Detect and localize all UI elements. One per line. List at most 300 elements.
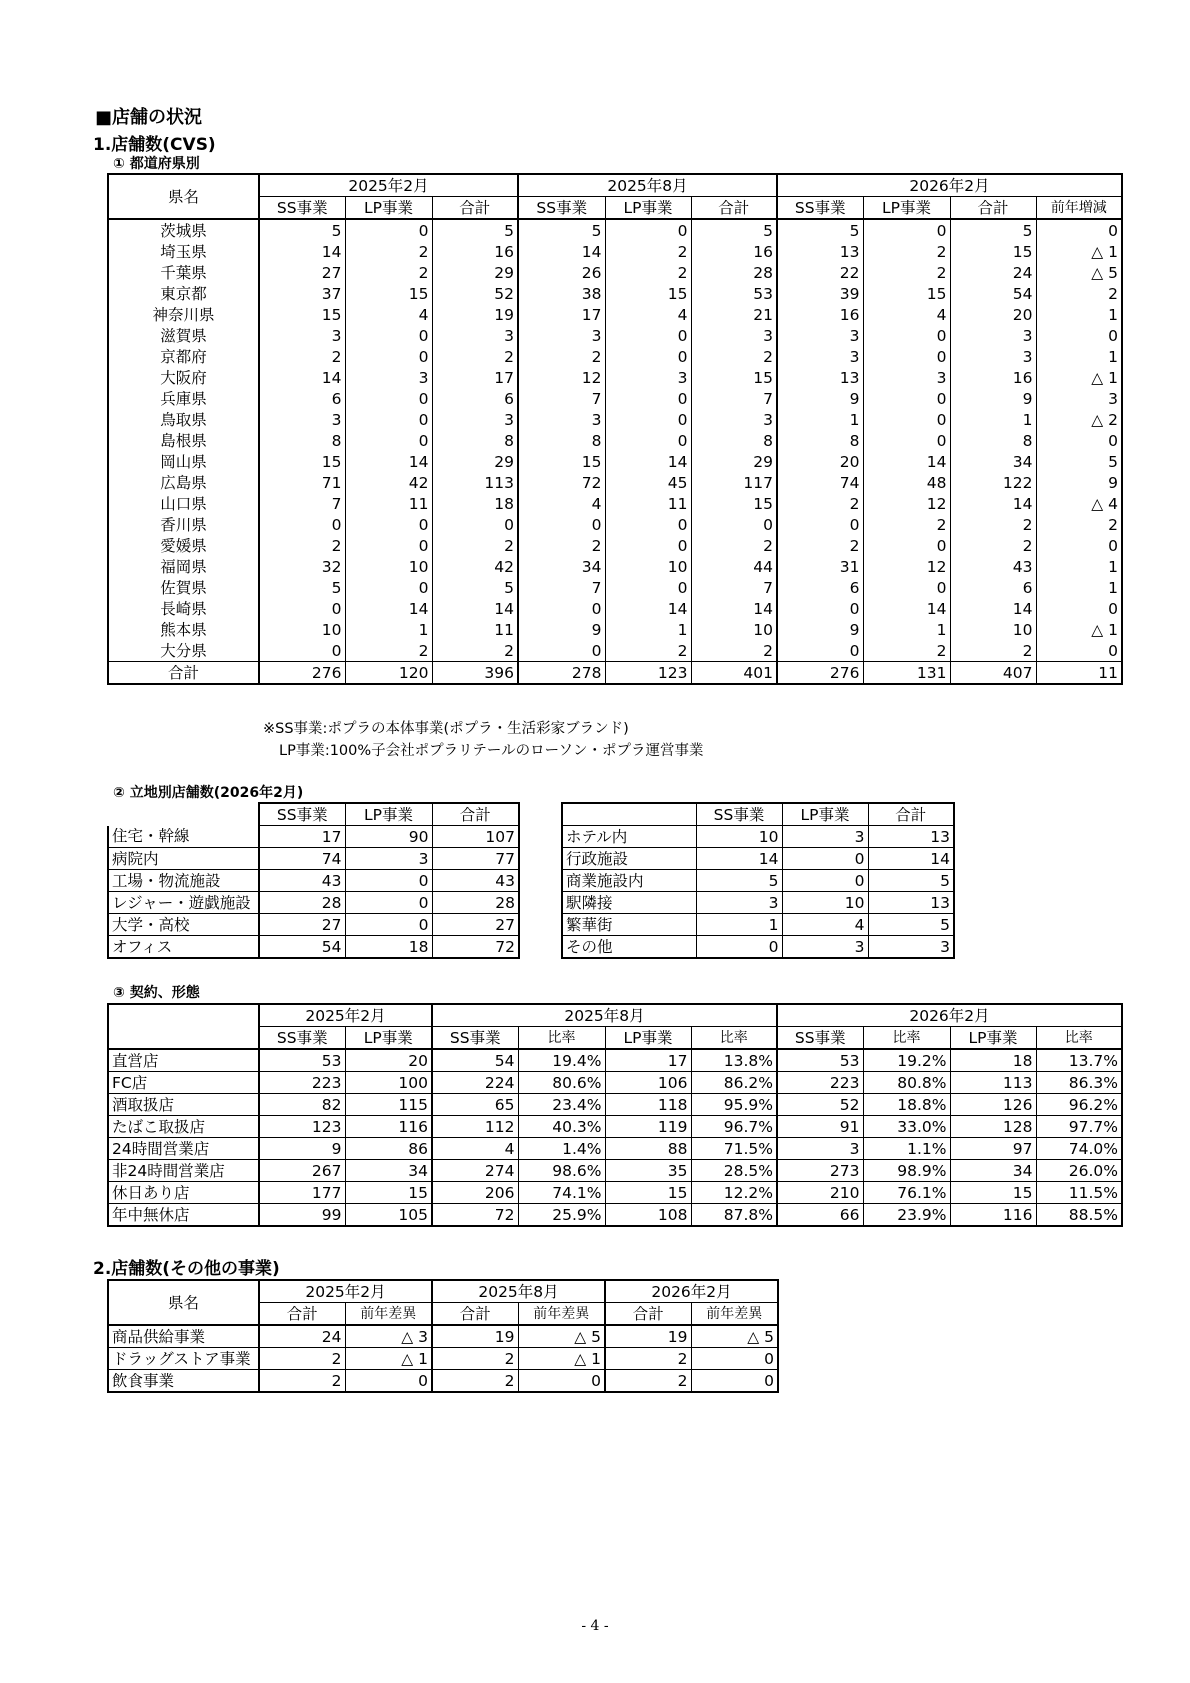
row-label: オフィス xyxy=(108,936,259,959)
cell-value: 26.0% xyxy=(1036,1160,1122,1182)
cell-value: 74.0% xyxy=(1036,1138,1122,1160)
cell-value: 15 xyxy=(518,451,605,472)
cell-value: 74 xyxy=(259,848,345,870)
cell-value: 17 xyxy=(432,367,518,388)
cell-value: 34 xyxy=(950,1160,1036,1182)
table-row xyxy=(108,430,1122,451)
cell-value: 0 xyxy=(863,430,950,451)
cell-value: 0 xyxy=(259,640,345,662)
row-label: 病院内 xyxy=(108,848,259,870)
table-row xyxy=(108,1049,1122,1072)
cell-value: 53 xyxy=(259,1049,345,1072)
cell-value: △ 5 xyxy=(518,1325,605,1348)
cell-value: 29 xyxy=(432,262,518,283)
table-row xyxy=(108,262,1122,283)
location-table-right xyxy=(561,802,955,959)
cell-value: 210 xyxy=(777,1182,863,1204)
cell-value: 0 xyxy=(345,388,432,409)
cell-value: 0 xyxy=(605,219,691,241)
sub1-title: ① 都道府県別 xyxy=(113,156,200,172)
table-row xyxy=(108,493,1122,514)
row-label: 大阪府 xyxy=(108,367,259,388)
cell-value: 5 xyxy=(432,577,518,598)
cell-value: 0 xyxy=(605,346,691,367)
cell-value: 7 xyxy=(259,493,345,514)
cell-value: 177 xyxy=(259,1182,345,1204)
cell-value: △ 2 xyxy=(1036,409,1122,430)
section1-title: 1.店舗数(CVS) xyxy=(93,135,216,155)
cell-value: 86.3% xyxy=(1036,1072,1122,1094)
sub3-title: ③ 契約、形態 xyxy=(113,985,200,1001)
cell-value: 0 xyxy=(782,848,868,870)
table-row xyxy=(108,535,1122,556)
cell-value: 0 xyxy=(777,514,863,535)
row-label: 飲食事業 xyxy=(108,1370,259,1393)
cell-value: 87.8% xyxy=(691,1204,777,1227)
cell-value: 0 xyxy=(605,577,691,598)
cell-value: 14 xyxy=(868,848,954,870)
contract-table xyxy=(107,1003,1123,1227)
cell-value: 2 xyxy=(259,535,345,556)
table-row xyxy=(108,472,1122,493)
cell-value: 112 xyxy=(432,1116,518,1138)
cell-value: 88.5% xyxy=(1036,1204,1122,1227)
cell-value: 0 xyxy=(1036,219,1122,241)
sub2-title: ② 立地別店舗数(2026年2月) xyxy=(113,785,304,801)
cell-value: 3 xyxy=(605,367,691,388)
cell-value: 407 xyxy=(950,662,1036,685)
cell-value: 13 xyxy=(868,892,954,914)
cell-value: 100 xyxy=(345,1072,432,1094)
table-row xyxy=(562,914,954,936)
cell-value: 52 xyxy=(777,1094,863,1116)
cell-value: 8 xyxy=(432,430,518,451)
cell-value: 15 xyxy=(691,493,777,514)
cell-value: 14 xyxy=(345,598,432,619)
row-label: 商品供給事業 xyxy=(108,1325,259,1348)
cell-value: 206 xyxy=(432,1182,518,1204)
table-row xyxy=(108,914,519,936)
cell-value: 65 xyxy=(432,1094,518,1116)
cell-value: 14 xyxy=(950,493,1036,514)
cell-value: 2 xyxy=(432,535,518,556)
cell-value: 11.5% xyxy=(1036,1182,1122,1204)
cell-value: 28 xyxy=(691,262,777,283)
row-label: 休日あり店 xyxy=(108,1182,259,1204)
cell-value: 1 xyxy=(1036,346,1122,367)
note-ss: ※SS事業:ポプラの本体事業(ポプラ・生活彩家ブランド) xyxy=(263,721,629,737)
col-header: 比率 xyxy=(691,1027,777,1050)
cell-value: 15 xyxy=(345,1182,432,1204)
cell-value: 2 xyxy=(605,1348,691,1370)
cell-value: 0 xyxy=(518,640,605,662)
cell-value: 5 xyxy=(777,219,863,241)
cell-value: 123 xyxy=(259,1116,345,1138)
cell-value: 0 xyxy=(345,346,432,367)
cell-value: 3 xyxy=(1036,388,1122,409)
cell-value: 54 xyxy=(432,1049,518,1072)
cell-value: 39 xyxy=(777,283,863,304)
cell-value: 7 xyxy=(691,577,777,598)
cell-value: 2 xyxy=(950,514,1036,535)
cell-value: 0 xyxy=(259,598,345,619)
cell-value: 13.8% xyxy=(691,1049,777,1072)
row-label: 住宅・幹線 xyxy=(108,826,259,848)
cell-value: 0 xyxy=(1036,535,1122,556)
table-row xyxy=(108,283,1122,304)
cell-value: 2 xyxy=(863,640,950,662)
row-label: 非24時間営業店 xyxy=(108,1160,259,1182)
cell-value: 14 xyxy=(950,598,1036,619)
col-header: 前年差異 xyxy=(691,1303,778,1326)
cell-value: 0 xyxy=(1036,430,1122,451)
cell-value: 28.5% xyxy=(691,1160,777,1182)
section2-title: 2.店舗数(その他の事業) xyxy=(93,1259,280,1279)
cell-value: 0 xyxy=(518,514,605,535)
row-label: FC店 xyxy=(108,1072,259,1094)
cell-value: 2 xyxy=(518,535,605,556)
cell-value: 2 xyxy=(605,640,691,662)
row-label: 愛媛県 xyxy=(108,535,259,556)
cell-value: 0 xyxy=(345,870,432,892)
cell-value: 3 xyxy=(518,409,605,430)
table-row xyxy=(108,1094,1122,1116)
cell-value: 5 xyxy=(259,577,345,598)
cell-value: 9 xyxy=(1036,472,1122,493)
period-header: 2025年8月 xyxy=(432,1280,605,1303)
table-row xyxy=(108,1348,778,1370)
cell-value: 71.5% xyxy=(691,1138,777,1160)
cell-value: 0 xyxy=(863,388,950,409)
col-header: SS事業 xyxy=(432,1027,518,1050)
cell-value: 9 xyxy=(777,388,863,409)
table-row xyxy=(108,619,1122,640)
cell-value: 0 xyxy=(345,514,432,535)
cell-value: 24 xyxy=(259,1325,345,1348)
cell-value: 1.1% xyxy=(863,1138,950,1160)
cell-value: 396 xyxy=(432,662,518,685)
cell-value: 1 xyxy=(605,619,691,640)
location-table-left xyxy=(107,802,520,959)
period-header: 2026年2月 xyxy=(777,174,1122,197)
cell-value: 3 xyxy=(345,848,432,870)
row-label: 広島県 xyxy=(108,472,259,493)
table-row xyxy=(108,1116,1122,1138)
cell-value: 48 xyxy=(863,472,950,493)
cell-value: 276 xyxy=(777,662,863,685)
row-label: 酒取扱店 xyxy=(108,1094,259,1116)
cell-value: 2 xyxy=(863,262,950,283)
col-header: 合計 xyxy=(691,197,777,220)
cell-value: 29 xyxy=(432,451,518,472)
cell-value: 117 xyxy=(691,472,777,493)
cell-value: △ 1 xyxy=(1036,367,1122,388)
cell-value: 3 xyxy=(518,325,605,346)
cell-value: 32 xyxy=(259,556,345,577)
cell-value: 5 xyxy=(691,219,777,241)
cell-value: 15 xyxy=(950,1182,1036,1204)
table-row xyxy=(108,346,1122,367)
cell-value: 20 xyxy=(950,304,1036,325)
period-header: 2026年2月 xyxy=(777,1004,1122,1027)
cell-value: 116 xyxy=(345,1116,432,1138)
cell-value: 8 xyxy=(259,430,345,451)
row-label: ドラッグストア事業 xyxy=(108,1348,259,1370)
cell-value: 2 xyxy=(432,1370,518,1393)
cell-value: 1 xyxy=(863,619,950,640)
row-label: 工場・物流施設 xyxy=(108,870,259,892)
row-label: 千葉県 xyxy=(108,262,259,283)
cell-value: 14 xyxy=(605,451,691,472)
table-row xyxy=(108,1370,778,1393)
row-label: 直営店 xyxy=(108,1049,259,1072)
cell-value: 2 xyxy=(1036,283,1122,304)
cell-value: 77 xyxy=(432,848,519,870)
cell-value: 19 xyxy=(432,1325,518,1348)
table-row xyxy=(108,640,1122,662)
table-row xyxy=(108,1182,1122,1204)
cell-value: 43 xyxy=(432,870,519,892)
cell-value: 23.4% xyxy=(518,1094,605,1116)
cell-value: 15 xyxy=(259,304,345,325)
cell-value: 45 xyxy=(605,472,691,493)
cell-value: 131 xyxy=(863,662,950,685)
cell-value: 0 xyxy=(1036,325,1122,346)
cell-value: 3 xyxy=(696,892,782,914)
cell-value: 1 xyxy=(696,914,782,936)
cell-value: 35 xyxy=(605,1160,691,1182)
cell-value: 5 xyxy=(432,219,518,241)
row-label: 京都府 xyxy=(108,346,259,367)
cell-value: 0 xyxy=(345,325,432,346)
cell-value: 5 xyxy=(868,870,954,892)
cell-value: 13 xyxy=(777,367,863,388)
cell-value: 34 xyxy=(518,556,605,577)
cell-value: 7 xyxy=(691,388,777,409)
cell-value: 12.2% xyxy=(691,1182,777,1204)
cell-value: 3 xyxy=(868,936,954,959)
table-row xyxy=(108,892,519,914)
period-header: 2026年2月 xyxy=(605,1280,778,1303)
cell-value: 7 xyxy=(518,388,605,409)
cell-value: 52 xyxy=(432,283,518,304)
table-row xyxy=(108,241,1122,262)
cell-value: 54 xyxy=(259,936,345,959)
row-label: 合計 xyxy=(108,662,259,685)
cell-value: 14 xyxy=(432,598,518,619)
cell-value: 123 xyxy=(605,662,691,685)
cell-value: 0 xyxy=(1036,598,1122,619)
table-row xyxy=(108,598,1122,619)
cell-value: 273 xyxy=(777,1160,863,1182)
cell-value: 0 xyxy=(696,936,782,959)
cell-value: △ 1 xyxy=(518,1348,605,1370)
row-label: 年中無休店 xyxy=(108,1204,259,1227)
cell-value: 28 xyxy=(259,892,345,914)
cell-value: 1 xyxy=(950,409,1036,430)
cell-value: 80.6% xyxy=(518,1072,605,1094)
col-header: SS事業 xyxy=(259,197,345,220)
cell-value: 2 xyxy=(432,1348,518,1370)
cell-value: 108 xyxy=(605,1204,691,1227)
cell-value: 20 xyxy=(345,1049,432,1072)
col-header: 前年差異 xyxy=(518,1303,605,1326)
cell-value: 3 xyxy=(782,936,868,959)
cell-value: 12 xyxy=(518,367,605,388)
pref-header: 県名 xyxy=(108,1280,259,1325)
table-row xyxy=(108,219,1122,241)
cell-value: 37 xyxy=(259,283,345,304)
table-row xyxy=(108,1072,1122,1094)
cell-value: 0 xyxy=(259,514,345,535)
cell-value: 120 xyxy=(345,662,432,685)
cell-value: 88 xyxy=(605,1138,691,1160)
cell-value: 1 xyxy=(345,619,432,640)
cell-value: 31 xyxy=(777,556,863,577)
cell-value: 0 xyxy=(518,1370,605,1393)
cell-value: 2 xyxy=(605,1370,691,1393)
cell-value: 0 xyxy=(605,514,691,535)
cell-value: 22 xyxy=(777,262,863,283)
cell-value: 3 xyxy=(777,346,863,367)
cell-value: 28 xyxy=(432,892,519,914)
cell-value: 1 xyxy=(1036,556,1122,577)
cell-value: 15 xyxy=(950,241,1036,262)
cell-value: 10 xyxy=(696,826,782,848)
row-label: 東京都 xyxy=(108,283,259,304)
page-heading: ■店舗の状況 xyxy=(95,107,203,128)
col-header: LP事業 xyxy=(605,197,691,220)
cell-value: 9 xyxy=(950,388,1036,409)
cell-value: 10 xyxy=(691,619,777,640)
table-row xyxy=(108,1138,1122,1160)
cell-value: 14 xyxy=(259,367,345,388)
cell-value: 98.6% xyxy=(518,1160,605,1182)
cell-value: 14 xyxy=(605,598,691,619)
table-row xyxy=(108,662,1122,685)
cell-value: 5 xyxy=(518,219,605,241)
table-row xyxy=(562,892,954,914)
cell-value: 1.4% xyxy=(518,1138,605,1160)
cell-value: 27 xyxy=(259,914,345,936)
prefecture-table xyxy=(107,173,1123,685)
col-header: 合計 xyxy=(950,197,1036,220)
cell-value: 5 xyxy=(259,219,345,241)
cell-value: 8 xyxy=(777,430,863,451)
cell-value: 18 xyxy=(345,936,432,959)
cell-value: 5 xyxy=(696,870,782,892)
cell-value: 54 xyxy=(950,283,1036,304)
col-header: SS事業 xyxy=(518,197,605,220)
cell-value: 18 xyxy=(950,1049,1036,1072)
cell-value: 9 xyxy=(777,619,863,640)
cell-value: 276 xyxy=(259,662,345,685)
cell-value: 11 xyxy=(432,619,518,640)
cell-value: 99 xyxy=(259,1204,345,1227)
table-row xyxy=(108,848,519,870)
cell-value: 27 xyxy=(259,262,345,283)
cell-value: 106 xyxy=(605,1072,691,1094)
cell-value: 34 xyxy=(345,1160,432,1182)
table-row xyxy=(108,451,1122,472)
col-header: 合計 xyxy=(432,1303,518,1326)
cell-value: 80.8% xyxy=(863,1072,950,1094)
cell-value: 8 xyxy=(518,430,605,451)
cell-value: 267 xyxy=(259,1160,345,1182)
cell-value: 17 xyxy=(259,826,345,848)
cell-value: 10 xyxy=(345,556,432,577)
col-header: SS事業 xyxy=(259,1027,345,1050)
cell-value: 2 xyxy=(777,535,863,556)
cell-value: 97.7% xyxy=(1036,1116,1122,1138)
row-label: 大分県 xyxy=(108,640,259,662)
cell-value: 24 xyxy=(950,262,1036,283)
cell-value: 4 xyxy=(345,304,432,325)
cell-value: 0 xyxy=(863,409,950,430)
cell-value: 115 xyxy=(345,1094,432,1116)
row-label: 茨城県 xyxy=(108,219,259,241)
row-label: 大学・高校 xyxy=(108,914,259,936)
cell-value: 2 xyxy=(691,346,777,367)
cell-value: 16 xyxy=(777,304,863,325)
cell-value: 19 xyxy=(432,304,518,325)
cell-value: 9 xyxy=(259,1138,345,1160)
cell-value: 0 xyxy=(345,892,432,914)
cell-value: 3 xyxy=(432,409,518,430)
cell-value: 2 xyxy=(863,241,950,262)
cell-value: 10 xyxy=(782,892,868,914)
cell-value: 0 xyxy=(345,914,432,936)
cell-value: 1 xyxy=(1036,577,1122,598)
cell-value: 90 xyxy=(345,826,432,848)
row-label: 駅隣接 xyxy=(562,892,696,914)
cell-value: 113 xyxy=(950,1072,1036,1094)
cell-value: 76.1% xyxy=(863,1182,950,1204)
cell-value: 98.9% xyxy=(863,1160,950,1182)
cell-value: 13.7% xyxy=(1036,1049,1122,1072)
cell-value: 3 xyxy=(259,409,345,430)
cell-value: 3 xyxy=(863,367,950,388)
cell-value: 16 xyxy=(950,367,1036,388)
cell-value: 14 xyxy=(259,241,345,262)
cell-value: 0 xyxy=(863,219,950,241)
period-header: 2025年8月 xyxy=(518,174,777,197)
cell-value: 3 xyxy=(777,325,863,346)
cell-value: △ 1 xyxy=(1036,619,1122,640)
row-label: 佐賀県 xyxy=(108,577,259,598)
cell-value: 27 xyxy=(432,914,519,936)
cell-value: 44 xyxy=(691,556,777,577)
cell-value: △ 3 xyxy=(345,1325,432,1348)
cell-value: 0 xyxy=(345,535,432,556)
cell-value: 118 xyxy=(605,1094,691,1116)
table-row xyxy=(108,1160,1122,1182)
col-header: 比率 xyxy=(863,1027,950,1050)
cell-value: 43 xyxy=(950,556,1036,577)
cell-value: 0 xyxy=(691,1370,778,1393)
cell-value: 0 xyxy=(782,870,868,892)
cell-value: △ 5 xyxy=(691,1325,778,1348)
cell-value: 0 xyxy=(863,577,950,598)
cell-value: 0 xyxy=(1036,640,1122,662)
cell-value: 3 xyxy=(345,367,432,388)
cell-value: 113 xyxy=(432,472,518,493)
period-header: 2025年2月 xyxy=(259,1004,432,1027)
row-label: 福岡県 xyxy=(108,556,259,577)
row-label: ホテル内 xyxy=(562,826,696,848)
cell-value: 0 xyxy=(345,577,432,598)
col-header: SS事業 xyxy=(696,803,782,826)
